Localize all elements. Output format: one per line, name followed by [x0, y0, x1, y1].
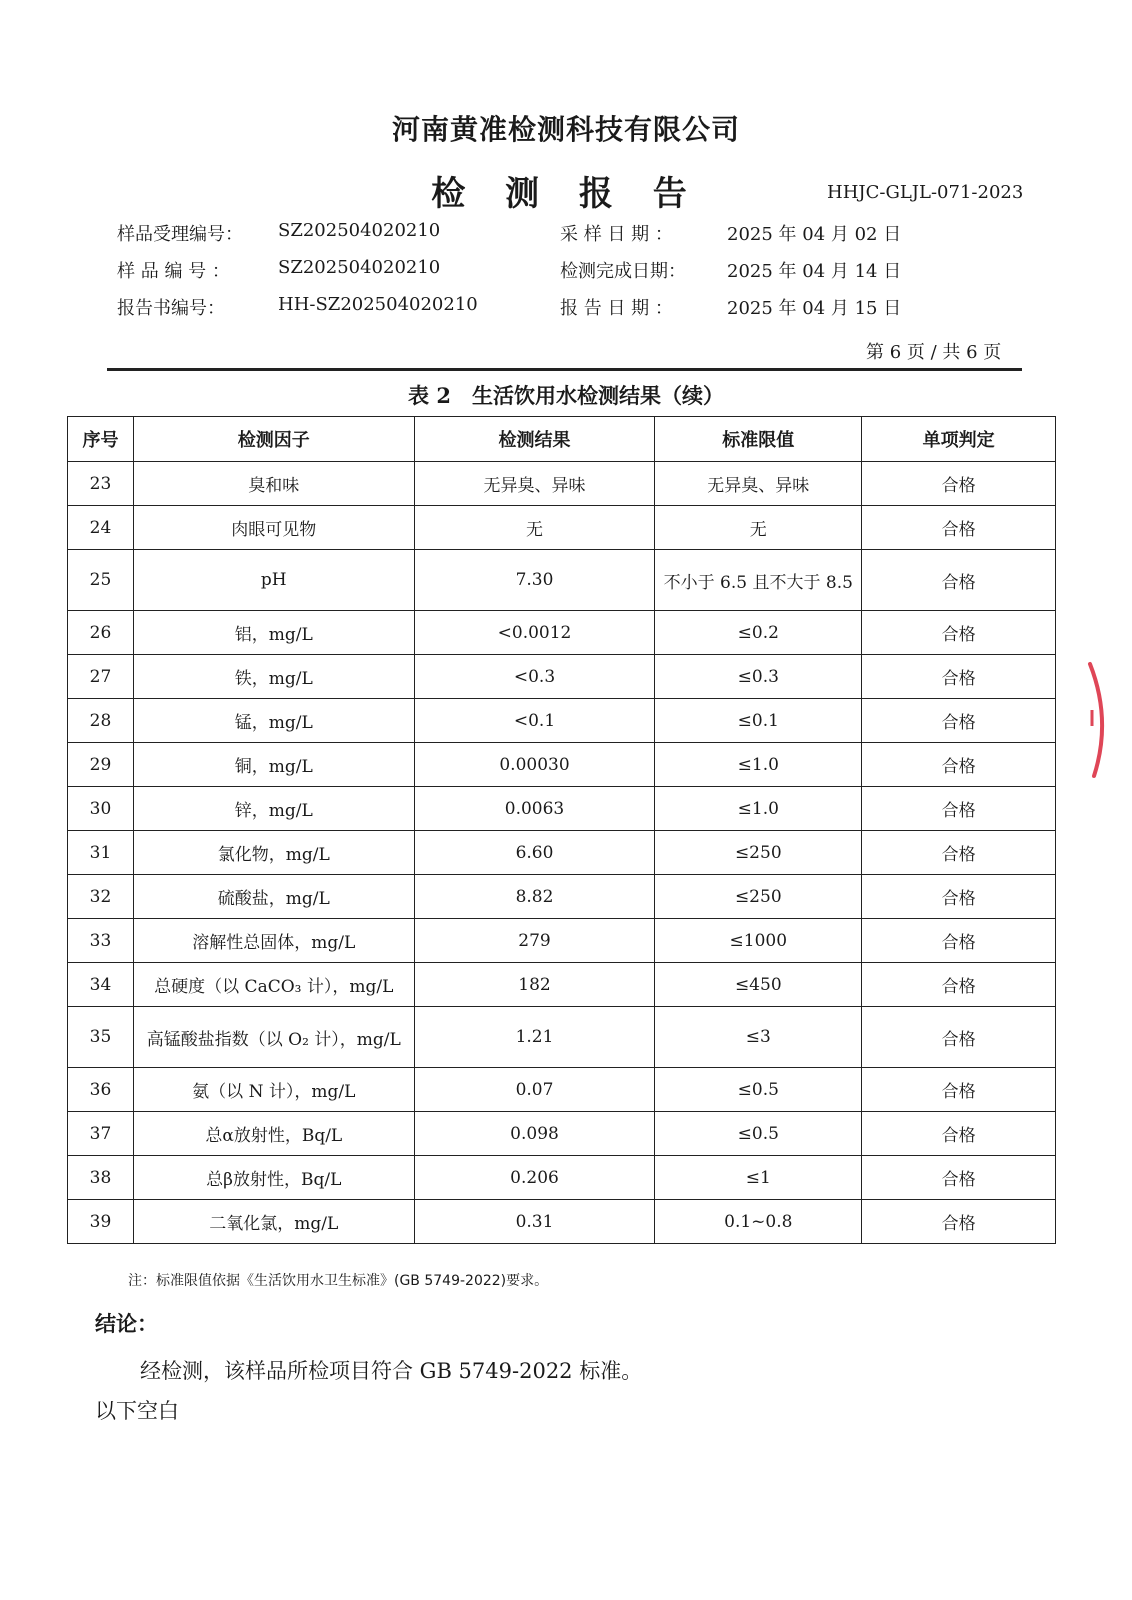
test-item: 总α放射性，Bq/L [133, 1112, 414, 1156]
row-number: 32 [68, 875, 134, 919]
info-value: 2025 年 04 月 02 日 [727, 224, 902, 245]
test-result: 0.31 [414, 1200, 655, 1244]
judgement: 合格 [862, 1156, 1056, 1200]
col-header: 检测结果 [414, 417, 655, 462]
info-left-0 [117, 220, 243, 246]
test-result: 1.21 [414, 1007, 655, 1068]
row-number: 30 [68, 787, 134, 831]
standard-limit: ≤1 [655, 1156, 862, 1200]
judgement: 合格 [862, 1200, 1056, 1244]
col-header: 标准限值 [655, 417, 862, 462]
info-label: 样 品 编 号 ： [117, 261, 230, 282]
test-result: 0.0063 [414, 787, 655, 831]
table-row [68, 875, 1056, 919]
judgement: 合格 [862, 550, 1056, 611]
standard-limit: ≤0.5 [655, 1068, 862, 1112]
standard-limit: 无 [655, 506, 862, 550]
results-table [67, 416, 1056, 1244]
table-row [68, 655, 1056, 699]
row-number: 33 [68, 919, 134, 963]
test-result: 无异臭、异味 [414, 462, 655, 506]
info-label: 报告书编号： [117, 298, 225, 319]
blank-below-text: 以下空白 [95, 1399, 179, 1423]
row-number: 38 [68, 1156, 134, 1200]
standard-limit: ≤450 [655, 963, 862, 1007]
judgement: 合格 [862, 699, 1056, 743]
standard-limit: ≤1.0 [655, 743, 862, 787]
test-item: 总β放射性，Bq/L [133, 1156, 414, 1200]
judgement: 合格 [862, 1068, 1056, 1112]
test-result: 0.098 [414, 1112, 655, 1156]
standard-limit: ≤250 [655, 831, 862, 875]
judgement: 合格 [862, 787, 1056, 831]
row-number: 37 [68, 1112, 134, 1156]
info-label: 采 样 日 期 ： [560, 224, 673, 245]
table-row [68, 1156, 1056, 1200]
test-result: 6.60 [414, 831, 655, 875]
test-result: 7.30 [414, 550, 655, 611]
test-item: pH [133, 550, 414, 611]
table-title: 表 2 生活饮用水检测结果（续） [408, 383, 724, 408]
row-number: 35 [68, 1007, 134, 1068]
test-item: 铝，mg/L [133, 611, 414, 655]
row-number: 26 [68, 611, 134, 655]
page-indicator: 第 6 页 / 共 6 页 [866, 342, 1002, 363]
row-number: 39 [68, 1200, 134, 1244]
test-item: 溶解性总固体，mg/L [133, 919, 414, 963]
info-label: 报 告 日 期 ： [560, 298, 673, 319]
info-value: SZ202504020210 [278, 257, 441, 278]
test-result: 0.07 [414, 1068, 655, 1112]
test-item: 高锰酸盐指数（以 O₂ 计），mg/L [133, 1007, 414, 1068]
test-item: 锰，mg/L [133, 699, 414, 743]
judgement: 合格 [862, 963, 1056, 1007]
test-result: 0.00030 [414, 743, 655, 787]
info-value: 2025 年 04 月 14 日 [727, 261, 902, 282]
standard-limit: 无异臭、异味 [655, 462, 862, 506]
judgement: 合格 [862, 506, 1056, 550]
table-row [68, 787, 1056, 831]
row-number: 25 [68, 550, 134, 611]
standard-limit: ≤250 [655, 875, 862, 919]
test-result: 无 [414, 506, 655, 550]
judgement: 合格 [862, 1007, 1056, 1068]
table-row [68, 963, 1056, 1007]
standard-note: 注：标准限值依据《生活饮用水卫生标准》(GB 5749-2022)要求。 [128, 1273, 549, 1289]
test-item: 总硬度（以 CaCO₃ 计），mg/L [133, 963, 414, 1007]
judgement: 合格 [862, 611, 1056, 655]
company-name: 河南黄准检测科技有限公司 [391, 113, 740, 146]
partial-seal-stamp [1086, 660, 1116, 780]
row-number: 31 [68, 831, 134, 875]
row-number: 23 [68, 462, 134, 506]
info-value: 2025 年 04 月 15 日 [727, 298, 902, 319]
header-divider [107, 368, 1022, 371]
table-row [68, 1068, 1056, 1112]
report-title: 检 测 报 告 [431, 174, 701, 214]
info-label: 样品受理编号： [117, 224, 243, 245]
table-row [68, 1007, 1056, 1068]
table-body [68, 462, 1056, 1244]
standard-limit: ≤0.2 [655, 611, 862, 655]
judgement: 合格 [862, 919, 1056, 963]
test-result: <0.3 [414, 655, 655, 699]
table-row [68, 919, 1056, 963]
row-number: 24 [68, 506, 134, 550]
standard-limit: ≤1.0 [655, 787, 862, 831]
judgement: 合格 [862, 655, 1056, 699]
test-result: 279 [414, 919, 655, 963]
table-row [68, 699, 1056, 743]
test-item: 硫酸盐，mg/L [133, 875, 414, 919]
standard-limit: ≤1000 [655, 919, 862, 963]
test-result: 182 [414, 963, 655, 1007]
table-header-row [68, 417, 1056, 462]
row-number: 27 [68, 655, 134, 699]
table-row [68, 1112, 1056, 1156]
standard-limit: 不小于 6.5 且不大于 8.5 [655, 550, 862, 611]
judgement: 合格 [862, 743, 1056, 787]
standard-limit: ≤0.3 [655, 655, 862, 699]
table-row [68, 506, 1056, 550]
judgement: 合格 [862, 831, 1056, 875]
conclusion-heading: 结论： [95, 1311, 158, 1336]
test-item: 氨（以 N 计），mg/L [133, 1068, 414, 1112]
judgement: 合格 [862, 1112, 1056, 1156]
test-result: <0.1 [414, 699, 655, 743]
test-item: 锌，mg/L [133, 787, 414, 831]
table-row [68, 611, 1056, 655]
table-row [68, 831, 1056, 875]
row-number: 28 [68, 699, 134, 743]
row-number: 29 [68, 743, 134, 787]
test-item: 肉眼可见物 [133, 506, 414, 550]
test-result: 8.82 [414, 875, 655, 919]
judgement: 合格 [862, 875, 1056, 919]
info-label: 检测完成日期： [560, 261, 686, 282]
standard-limit: ≤0.1 [655, 699, 862, 743]
col-header: 单项判定 [862, 417, 1056, 462]
standard-limit: 0.1~0.8 [655, 1200, 862, 1244]
judgement: 合格 [862, 462, 1056, 506]
col-header: 检测因子 [133, 417, 414, 462]
test-result: 0.206 [414, 1156, 655, 1200]
test-item: 二氧化氯，mg/L [133, 1200, 414, 1244]
info-value: SZ202504020210 [278, 220, 441, 241]
test-item: 铜，mg/L [133, 743, 414, 787]
conclusion-text: 经检测，该样品所检项目符合 GB 5749-2022 标准。 [140, 1359, 643, 1383]
test-item: 氯化物，mg/L [133, 831, 414, 875]
row-number: 36 [68, 1068, 134, 1112]
standard-limit: ≤0.5 [655, 1112, 862, 1156]
info-value: HH-SZ202504020210 [278, 294, 478, 315]
test-result: <0.0012 [414, 611, 655, 655]
table-row [68, 1200, 1056, 1244]
test-item: 臭和味 [133, 462, 414, 506]
standard-limit: ≤3 [655, 1007, 862, 1068]
test-item: 铁，mg/L [133, 655, 414, 699]
row-number: 34 [68, 963, 134, 1007]
table-row [68, 550, 1056, 611]
col-header: 序号 [68, 417, 134, 462]
document-number: HHJC-GLJL-071-2023 [827, 182, 1024, 203]
table-row [68, 743, 1056, 787]
table-row [68, 462, 1056, 506]
